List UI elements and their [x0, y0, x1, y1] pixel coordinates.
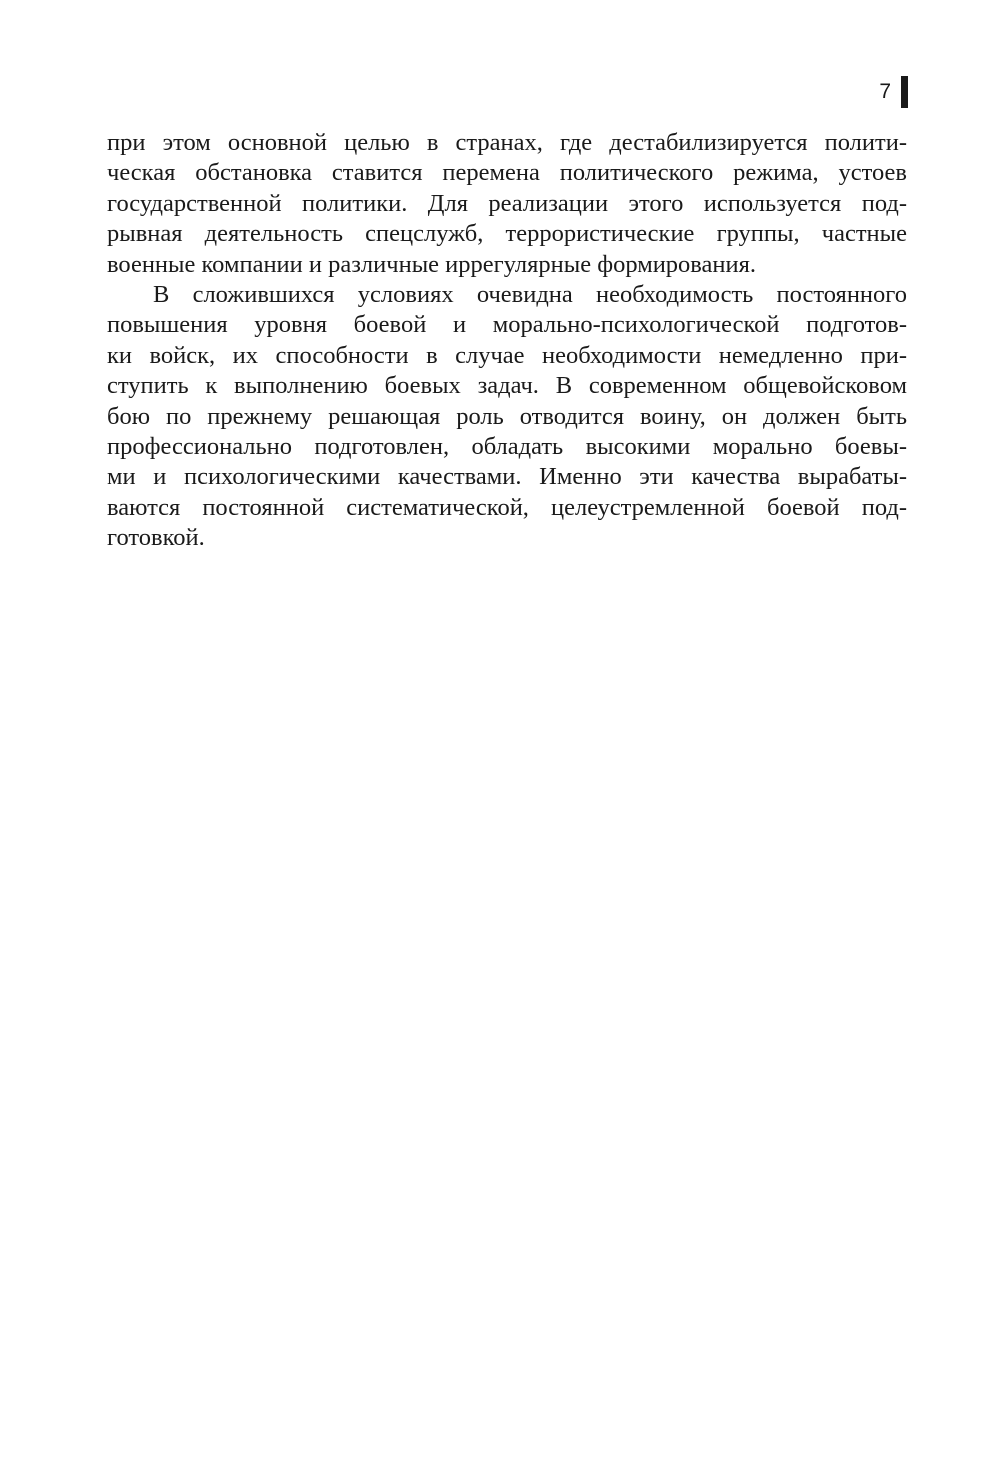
page-number: 7 — [879, 80, 891, 103]
text-line: готовкой. — [107, 524, 205, 552]
text-line: ми и психологическими качествами. Именно эти качества вырабаты- — [107, 463, 907, 491]
text-line: при этом основной целью в странах, где дестабилизируется полити- — [107, 129, 907, 156]
text-line: В сложившихся условиях очевидна необходимость постоянного — [153, 281, 907, 309]
text-line: военные компании и различные иррегулярные формирования. — [107, 250, 757, 278]
text-line: ваются постоянной систематической, целеустремленной боевой под- — [107, 493, 907, 521]
body-text — [107, 128, 907, 554]
text-line: профессионально подготовлен, обладать высокими морально боевы- — [107, 433, 907, 461]
text-line: государственной политики. Для реализации этого используется под- — [107, 189, 907, 217]
text-line: ческая обстановка ставится перемена политического режима, устоев — [107, 159, 907, 187]
text-line: рывная деятельность спецслужб, террористические группы, частные — [107, 220, 907, 248]
page-header — [879, 76, 908, 108]
paragraph-1 — [107, 128, 907, 280]
paragraph-2 — [107, 280, 907, 554]
text-line: бою по прежнему решающая роль отводится воину, он должен быть — [107, 402, 907, 430]
text-line: ки войск, их способности в случае необходимости немедленно при- — [107, 341, 907, 369]
text-line: ступить к выполнению боевых задач. В современном общевойсковом — [107, 372, 907, 400]
text-line: повышения уровня боевой и морально-психологической подготов- — [107, 311, 907, 339]
page-marker-bar — [901, 76, 908, 108]
